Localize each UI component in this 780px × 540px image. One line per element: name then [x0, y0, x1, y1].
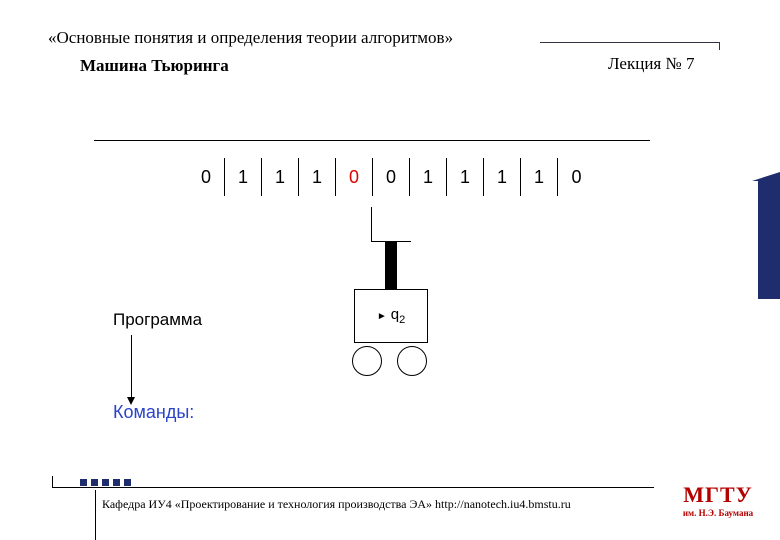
program-arrow-line: [131, 335, 132, 399]
header-divider-tick: [719, 42, 720, 50]
square-icon: [124, 479, 131, 486]
side-decoration-bar: [758, 181, 780, 299]
wheel-icon: [397, 346, 427, 376]
tape-cell: 0: [373, 158, 410, 196]
head-rod: [385, 242, 397, 290]
logo-main: МГТУ: [683, 482, 753, 507]
tape-top-line: [94, 140, 650, 141]
state-marker-icon: ►: [376, 310, 387, 322]
machine-head: [354, 289, 428, 343]
university-logo: [662, 482, 774, 518]
header-divider: [540, 42, 720, 43]
head-pointer-line: [371, 207, 372, 242]
commands-label: Команды:: [113, 402, 195, 422]
tape-cell: 1: [410, 158, 447, 196]
tape-cell: 0: [571, 166, 582, 187]
square-icon: [102, 479, 109, 486]
tape-cell: 1: [225, 158, 262, 196]
turing-tape: [188, 158, 595, 196]
wheel-icon: [352, 346, 382, 376]
square-icon: [113, 479, 120, 486]
slide-title: «Основные понятия и определения теории алгоритмов»: [48, 28, 454, 47]
tape-cell: 1: [262, 158, 299, 196]
side-decoration-triangle: [752, 172, 780, 181]
footer-vertical-line: [95, 490, 96, 540]
tape-cell: 1: [447, 158, 484, 196]
square-icon: [91, 479, 98, 486]
tape-cell: 1: [484, 158, 521, 196]
program-label: Программа: [113, 310, 203, 329]
tape-cell: 1: [299, 158, 336, 196]
footer-divider: [52, 487, 654, 488]
footer-squares: [80, 479, 131, 486]
footer-text: Кафедра ИУ4 «Проектирование и технология производства ЭА» http://nanotech.iu4.bmstu.ru: [102, 497, 571, 511]
logo-sub: им. Н.Э. Баумана: [682, 508, 754, 518]
slide-subtitle: Машина Тьюринга: [80, 56, 229, 75]
state-label: $q_2$: [390, 306, 406, 326]
tape-cell: 1: [521, 158, 558, 196]
lecture-number: Лекция № 7: [608, 54, 695, 73]
tape-cell: 0: [188, 158, 225, 196]
tape-cell-current: 0: [336, 158, 373, 196]
square-icon: [80, 479, 87, 486]
